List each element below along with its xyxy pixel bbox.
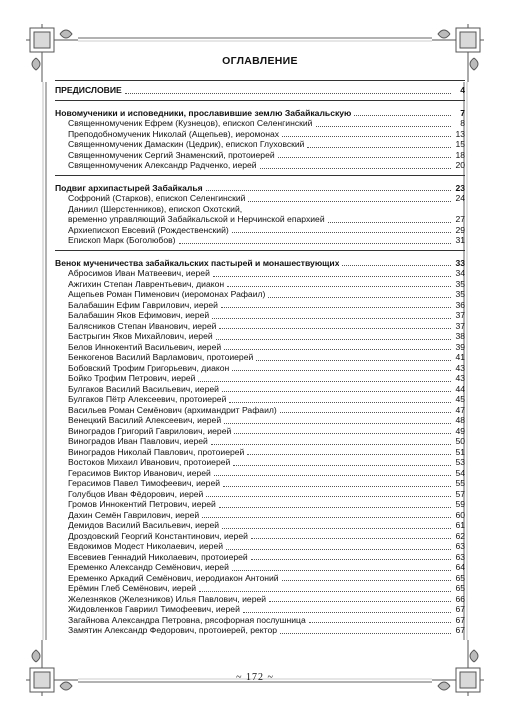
entry-title: Жидовленков Гавриил Тимофеевич, иерей bbox=[68, 604, 240, 614]
dot-leader bbox=[232, 232, 451, 233]
section-divider bbox=[55, 250, 465, 251]
page-number: 49 bbox=[455, 425, 465, 436]
toc-entry[interactable] bbox=[55, 300, 465, 311]
entry-title: Евдокимов Модест Николаевич, иерей bbox=[68, 541, 224, 551]
section-divider bbox=[55, 175, 465, 176]
page-number: 57 bbox=[455, 488, 465, 499]
dot-leader bbox=[206, 190, 451, 191]
entry-title: Герасимов Виктор Иванович, иерей bbox=[68, 467, 211, 478]
entry-title: Замятин Александр Федорович, протоиерей, ректор bbox=[68, 625, 278, 635]
entry-title: Софроний (Старков), епископ Селенгинский bbox=[68, 193, 246, 203]
dot-leader bbox=[354, 115, 451, 116]
page-number: 63 bbox=[455, 551, 465, 562]
entry-title: Ерёмин Глеб Семёнович, иерей bbox=[68, 583, 197, 593]
dot-leader bbox=[222, 391, 451, 392]
dot-leader bbox=[248, 201, 451, 202]
entry-title: Ащепьев Роман Пименович (иеромонах Рафаил) bbox=[68, 289, 266, 299]
toc-entry[interactable] bbox=[55, 541, 465, 552]
page-number: 34 bbox=[455, 268, 465, 278]
page-number-footer: ~ 172 ~ bbox=[236, 672, 274, 683]
page-number: 18 bbox=[455, 149, 465, 160]
entry-title: Белов Иннокентий Васильевич, иерей bbox=[68, 341, 222, 352]
entry-title: Преподобномученик Николай (Ащепьев), иеромонах bbox=[68, 128, 280, 139]
page-number: 7 bbox=[460, 107, 465, 118]
toc-entry[interactable] bbox=[55, 552, 465, 563]
page-number: 20 bbox=[455, 160, 465, 170]
entry-title: Абросимов Иван Матвеевич, иерей bbox=[68, 268, 210, 278]
dot-leader bbox=[282, 580, 451, 581]
dot-leader bbox=[221, 307, 451, 308]
page-number: 35 bbox=[455, 289, 465, 299]
page-number: 54 bbox=[455, 467, 465, 478]
entry-title: Священномученик Ефрем (Кузнецов), епископ Селенгинский bbox=[68, 118, 313, 128]
toc-entry-list bbox=[55, 268, 465, 636]
entry-title: Демидов Василий Васильевич, иерей bbox=[68, 520, 220, 530]
toc-entry[interactable] bbox=[55, 225, 465, 236]
page-number: 38 bbox=[455, 331, 465, 341]
entry-title: Еременко Александр Семёнович, иерей bbox=[68, 562, 229, 572]
toc-entry[interactable] bbox=[55, 150, 465, 161]
page-number: 13 bbox=[455, 128, 465, 139]
page-title: ОГЛАВЛЕНИЕ bbox=[222, 55, 298, 67]
page-number: 47 bbox=[455, 404, 465, 415]
toc-entry[interactable] bbox=[55, 321, 465, 332]
dot-leader bbox=[309, 622, 451, 623]
dot-leader bbox=[229, 402, 451, 403]
dot-leader bbox=[212, 318, 451, 319]
toc-entry[interactable] bbox=[55, 457, 465, 468]
dot-leader bbox=[256, 360, 451, 361]
dot-leader bbox=[179, 243, 451, 244]
entry-title: Дахин Семён Гаврилович, иерей bbox=[68, 509, 200, 520]
dot-leader bbox=[227, 286, 451, 287]
entry-title: Бастрыгин Яков Михайлович, иерей bbox=[68, 331, 213, 341]
dot-leader bbox=[223, 486, 451, 487]
dot-leader bbox=[278, 157, 451, 158]
corner-ornament-bottom-right bbox=[432, 640, 484, 696]
entry-title: Бобовский Трофим Григорьевич, диакон bbox=[68, 362, 230, 373]
dot-leader bbox=[342, 265, 451, 266]
entry-title: Даниил (Шерстенников), епископ Охотский, bbox=[68, 203, 243, 214]
entry-title: Священномученик Сергий Знаменский, протоиерей bbox=[68, 149, 275, 160]
toc-entry[interactable] bbox=[55, 310, 465, 321]
toc-entry[interactable] bbox=[55, 289, 465, 300]
toc-entry[interactable] bbox=[55, 594, 465, 605]
page-number: 63 bbox=[455, 541, 465, 551]
entry-title: Священномученик Дамаскин (Цедрик), епископ Глуховский bbox=[68, 139, 305, 149]
entry-title: Загайнова Александра Петровна, рясофорная послушница bbox=[68, 614, 306, 625]
dot-leader bbox=[219, 507, 451, 508]
page-number: 55 bbox=[455, 478, 465, 488]
page-number: 64 bbox=[455, 562, 465, 572]
page-number: 62 bbox=[455, 530, 465, 541]
page-number: 43 bbox=[455, 373, 465, 383]
dot-leader bbox=[243, 612, 451, 613]
toc-entry[interactable] bbox=[55, 160, 465, 171]
toc-entry[interactable] bbox=[55, 129, 465, 140]
dot-leader bbox=[199, 591, 451, 592]
toc-entry[interactable] bbox=[55, 604, 465, 615]
page-number: 8 bbox=[460, 118, 465, 128]
toc-entry[interactable] bbox=[55, 384, 465, 395]
entry-title: Герасимов Павел Тимофеевич, иерей bbox=[68, 478, 221, 488]
toc-entry[interactable] bbox=[55, 235, 465, 246]
toc-entry[interactable] bbox=[55, 562, 465, 573]
page-number: 15 bbox=[455, 139, 465, 149]
page-number: 65 bbox=[455, 583, 465, 593]
toc-entry[interactable] bbox=[55, 394, 465, 405]
page-number: 24 bbox=[455, 193, 465, 203]
toc-section-new-martyrs[interactable] bbox=[55, 108, 465, 119]
page-number: 67 bbox=[455, 625, 465, 635]
page-number: 67 bbox=[455, 604, 465, 614]
section-title: Подвиг архипастырей Забайкалья bbox=[55, 182, 203, 193]
toc-section-archpastors[interactable] bbox=[55, 183, 465, 194]
toc-entry[interactable] bbox=[55, 478, 465, 489]
toc-entry[interactable] bbox=[55, 415, 465, 426]
page-number: 29 bbox=[455, 224, 465, 235]
page-number: 4 bbox=[460, 85, 465, 95]
page-number: 37 bbox=[455, 320, 465, 331]
page-number: 36 bbox=[455, 299, 465, 310]
dot-leader bbox=[280, 633, 451, 634]
page-number: 44 bbox=[455, 383, 465, 394]
page-number: 50 bbox=[455, 436, 465, 446]
toc-entry[interactable] bbox=[55, 615, 465, 626]
dot-leader bbox=[269, 601, 451, 602]
toc-entry[interactable] bbox=[55, 139, 465, 150]
entry-title: Балабашин Ефим Гаврилович, иерей bbox=[68, 299, 218, 310]
toc-entry[interactable] bbox=[55, 531, 465, 542]
dot-leader bbox=[125, 93, 451, 94]
page-number: 65 bbox=[455, 572, 465, 583]
entry-title: Еременко Аркадий Семёнович, иеродиакон Антоний bbox=[68, 572, 279, 583]
dot-leader bbox=[226, 549, 451, 550]
toc-entry[interactable] bbox=[55, 447, 465, 458]
entry-title: Виноградов Григорий Гаврилович, иерей bbox=[68, 425, 232, 436]
dot-leader bbox=[251, 559, 451, 560]
page-number: 53 bbox=[455, 457, 465, 467]
toc-entry[interactable] bbox=[55, 342, 465, 353]
entry-title: Бенкогенов Василий Варламович, протоиерей bbox=[68, 352, 254, 362]
page-number: 45 bbox=[455, 394, 465, 404]
section-divider bbox=[55, 100, 465, 101]
toc-entry[interactable] bbox=[55, 436, 465, 447]
toc-entry[interactable] bbox=[55, 331, 465, 342]
page-number: 27 bbox=[455, 214, 465, 224]
dot-leader bbox=[224, 423, 451, 424]
toc-entry[interactable] bbox=[55, 352, 465, 363]
dot-leader bbox=[280, 412, 451, 413]
section-divider bbox=[55, 80, 465, 81]
toc-entry[interactable] bbox=[55, 426, 465, 437]
toc-entry[interactable] bbox=[55, 204, 465, 215]
entry-title: временно управляющий Забайкальской и Нерчинской епархией bbox=[68, 214, 325, 224]
toc-entry[interactable] bbox=[55, 279, 465, 290]
toc-entry[interactable] bbox=[55, 468, 465, 479]
dot-leader bbox=[222, 528, 451, 529]
toc-entry[interactable] bbox=[55, 118, 465, 129]
page-number: 41 bbox=[455, 352, 465, 362]
table-of-contents bbox=[55, 54, 465, 636]
dot-leader bbox=[213, 276, 451, 277]
entry-title: Балясников Степан Иванович, иерей bbox=[68, 320, 217, 331]
dot-leader bbox=[211, 444, 451, 445]
page-number: 51 bbox=[455, 446, 465, 457]
page-number: 23 bbox=[455, 182, 465, 193]
entry-title: Виноградов Иван Павлович, иерей bbox=[68, 436, 208, 446]
toc-entry[interactable] bbox=[55, 214, 465, 225]
dot-leader bbox=[206, 496, 451, 497]
page-number: 59 bbox=[455, 499, 465, 509]
toc-entry[interactable] bbox=[55, 405, 465, 416]
dot-leader bbox=[232, 370, 451, 371]
toc-entry[interactable] bbox=[55, 520, 465, 531]
page-number: 31 bbox=[455, 235, 465, 245]
entry-title: Ажгихин Степан Лаврентьевич, диакон bbox=[68, 278, 225, 289]
dot-leader bbox=[216, 339, 451, 340]
page-number: 37 bbox=[455, 310, 465, 320]
dot-leader bbox=[224, 349, 451, 350]
entry-title: Виноградов Николай Павлович, протоиерей bbox=[68, 446, 245, 457]
page-number: 39 bbox=[455, 341, 465, 352]
dot-leader bbox=[247, 454, 451, 455]
page-number: 60 bbox=[455, 509, 465, 520]
dot-leader bbox=[233, 465, 451, 466]
section-title: ПРЕДИСЛОВИЕ bbox=[55, 85, 122, 95]
toc-entry[interactable] bbox=[55, 363, 465, 374]
page-number: 35 bbox=[455, 278, 465, 289]
dot-leader bbox=[260, 168, 451, 169]
dot-leader bbox=[251, 538, 451, 539]
page-number: 48 bbox=[455, 415, 465, 425]
dot-leader bbox=[307, 147, 451, 148]
page-number: 43 bbox=[455, 362, 465, 373]
dot-leader bbox=[232, 570, 451, 571]
entry-title: Бойко Трофим Петрович, иерей bbox=[68, 373, 196, 383]
entry-title: Громов Иннокентий Петрович, иерей bbox=[68, 499, 216, 509]
page-number: 67 bbox=[455, 614, 465, 625]
entry-title: Булгаков Василий Васильевич, иерей bbox=[68, 383, 219, 394]
dot-leader bbox=[214, 475, 451, 476]
entry-title: Священномученик Александр Радченко, иерей bbox=[68, 160, 257, 170]
toc-entry[interactable] bbox=[55, 268, 465, 279]
entry-title: Евсевиев Геннадий Николаевич, протоиерей bbox=[68, 551, 248, 562]
dot-leader bbox=[202, 517, 451, 518]
toc-section-wreath[interactable] bbox=[55, 258, 465, 269]
entry-title: Венецкий Василий Алексеевич, иерей bbox=[68, 415, 222, 425]
toc-entry[interactable] bbox=[55, 510, 465, 521]
dot-leader bbox=[198, 381, 451, 382]
dot-leader bbox=[328, 222, 451, 223]
toc-entry[interactable] bbox=[55, 373, 465, 384]
toc-entry[interactable] bbox=[55, 573, 465, 584]
dot-leader bbox=[316, 126, 452, 127]
dot-leader bbox=[234, 433, 451, 434]
dot-leader bbox=[219, 328, 451, 329]
entry-title: Васильев Роман Семёнович (архимандрит Рафаил) bbox=[68, 404, 277, 415]
entry-title: Дроздовский Георгий Константинович, иерей bbox=[68, 530, 248, 541]
entry-title: Балабашин Яков Ефимович, иерей bbox=[68, 310, 210, 320]
toc-entry[interactable] bbox=[55, 625, 465, 636]
toc-entry[interactable] bbox=[55, 489, 465, 500]
entry-title: Архиепископ Евсевий (Рождественский) bbox=[68, 224, 229, 235]
page-number: 33 bbox=[455, 257, 465, 268]
corner-ornament-bottom-left bbox=[26, 640, 78, 696]
dot-leader bbox=[282, 136, 451, 137]
entry-title: Епископ Марк (Боголюбов) bbox=[68, 235, 176, 245]
toc-entry[interactable] bbox=[55, 583, 465, 594]
toc-entry[interactable] bbox=[55, 499, 465, 510]
section-title: Венок мученичества забайкальских пастырей и монашествующих bbox=[55, 257, 340, 268]
toc-entry[interactable] bbox=[55, 193, 465, 204]
dot-leader bbox=[268, 297, 451, 298]
entry-title: Голубцов Иван Фёдорович, иерей bbox=[68, 488, 204, 499]
section-title: Новомученики и исповедники, прославившие землю Забайкальскую bbox=[55, 107, 352, 118]
entry-title: Булгаков Пётр Алексеевич, протоиерей bbox=[68, 394, 227, 404]
entry-title: Востоков Михаил Иванович, протоиерей bbox=[68, 457, 231, 467]
page-number: 66 bbox=[455, 593, 465, 604]
entry-title: Железняков (Железников) Илья Павлович, иерей bbox=[68, 593, 267, 604]
page-number: 61 bbox=[455, 520, 465, 530]
toc-section-preface[interactable] bbox=[55, 85, 465, 96]
